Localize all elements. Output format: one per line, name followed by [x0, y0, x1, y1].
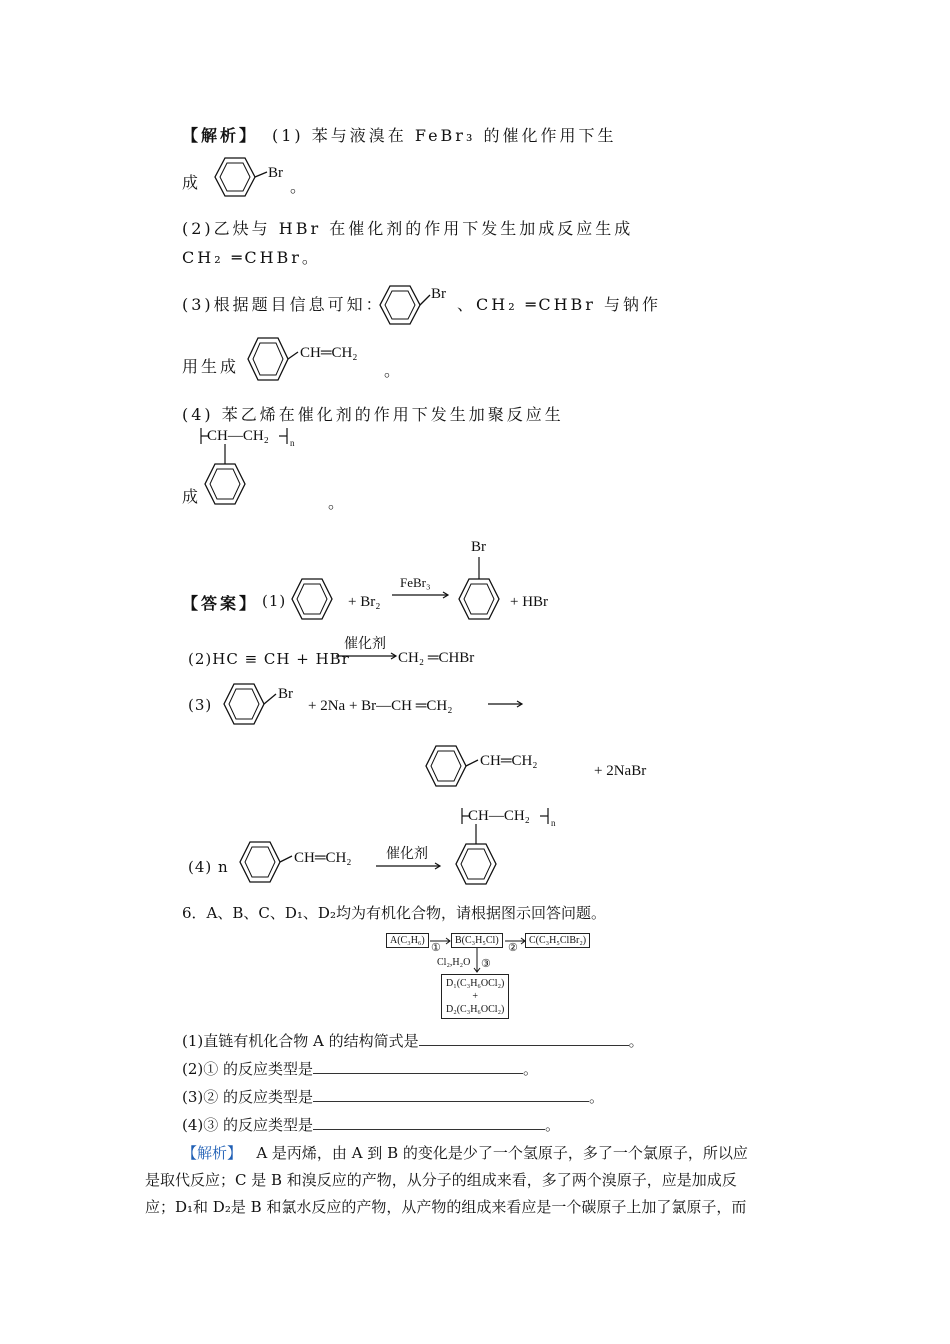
svg-text:n: n — [290, 438, 295, 448]
answer-3-reactants — [218, 676, 538, 740]
analysis-p1-cont: 成 — [182, 173, 202, 192]
node-d-plus: + — [472, 991, 479, 1002]
step-2-label: ② — [508, 941, 518, 954]
analysis-6-line1: 【解析】 A 是丙烯，由 A 到 B 的变化是少了一个氢原子，多了一个氯原子，所以应 — [182, 1144, 748, 1162]
analysis-6-label: 【解析】 — [182, 1144, 243, 1162]
analysis-p4: (4) 苯乙烯在催化剂的作用下发生加聚反应生 — [182, 405, 564, 424]
question-6-stem: 6．A、B、C、D₁、D₂均为有机化合物，请根据图示回答问题。 — [182, 904, 606, 922]
answer-blank-3[interactable] — [313, 1087, 589, 1102]
analysis-6-line3: 应；D₁和 D₂是 B 和氯水反应的产物，从产物的组成来看应是一个碳原子上加了氯原子，而 — [145, 1198, 747, 1216]
analysis-p1-end: 。 — [290, 177, 310, 196]
svg-text:FeBr₃: FeBr₃ — [400, 575, 431, 590]
answer-1-equation — [288, 535, 568, 625]
svg-text:+ Br₂: + Br₂ — [348, 594, 381, 610]
analysis-p3-mid: 、CH₂ ═CHBr 与钠作 — [457, 295, 662, 314]
answer-3-products — [418, 740, 647, 800]
node-d — [441, 974, 509, 1019]
svg-text:CH═CH₂: CH═CH₂ — [300, 345, 358, 361]
node-a: A(C₃H₆) — [386, 933, 429, 948]
reagent-3-label: Cl₂,H₂O — [437, 957, 471, 968]
analysis-p3-end: 。 — [384, 361, 404, 380]
question-6-3-text: (3)② 的反应类型是 — [182, 1088, 314, 1106]
node-d1: D₁(C₃H₆OCl₂) — [446, 978, 505, 989]
answer-blank-2[interactable] — [313, 1059, 523, 1074]
answer-1-num: (1) — [262, 592, 287, 610]
svg-text:+ HBr: + HBr — [510, 594, 549, 610]
svg-text:+ 2NaBr: + 2NaBr — [594, 763, 647, 779]
svg-text:CH—CH₂: CH—CH₂ — [207, 428, 269, 444]
step-3-label: ③ — [481, 957, 491, 970]
analysis-p4-cont: 成 — [182, 487, 202, 506]
svg-text:Br: Br — [471, 539, 486, 555]
bromobenzene-structure-2 — [370, 278, 460, 338]
node-c: C(C₃H₅ClBr₂) — [525, 933, 590, 948]
answer-4-num: (4) n — [188, 858, 229, 876]
node-b: B(C₃H₅Cl) — [451, 933, 503, 948]
question-6-1-text: (1)直链有机化合物 A 的结构简式是 — [182, 1032, 419, 1050]
svg-text:n: n — [551, 818, 556, 828]
question-6-2-text: (2)① 的反应类型是 — [182, 1060, 314, 1078]
svg-text:催化剂: 催化剂 — [386, 847, 428, 862]
br-label: Br — [268, 165, 283, 181]
svg-text:CH═CH₂: CH═CH₂ — [480, 753, 538, 769]
question-6-2: (2)① 的反应类型是 。 — [182, 1060, 539, 1078]
node-d2: D₂(C₃H₆OCl₂) — [446, 1004, 505, 1015]
answer-2-arrow — [336, 632, 506, 672]
analysis-label: 【解析】 — [182, 126, 259, 145]
analysis-6-line2: 是取代反应；C 是 B 和溴反应的产物，从分子的组成来看，多了两个溴原子，应是加成反 — [145, 1171, 737, 1189]
svg-text:CH—CH₂: CH—CH₂ — [468, 808, 530, 824]
bromobenzene-structure — [205, 150, 295, 210]
answer-blank-1[interactable] — [419, 1031, 629, 1046]
svg-text:CH₂ ═CHBr: CH₂ ═CHBr — [398, 650, 475, 666]
analysis-p3: (3)根据题目信息可知： — [182, 295, 385, 314]
answer-3-num: (3) — [188, 696, 213, 714]
analysis-p4-end: 。 — [328, 493, 348, 512]
analysis-p2-line2: CH₂ ═CHBr。 — [182, 248, 321, 267]
answer-blank-4[interactable] — [313, 1115, 545, 1130]
svg-text:CH═CH₂: CH═CH₂ — [294, 850, 352, 866]
svg-text:Br: Br — [278, 686, 293, 702]
answer-4-equation — [234, 800, 574, 896]
answer-label: 【答案】 — [182, 594, 259, 613]
question-6-1: (1)直链有机化合物 A 的结构简式是 。 — [182, 1032, 644, 1050]
polystyrene-structure — [195, 420, 335, 520]
styrene-structure — [238, 330, 388, 390]
question-6-4-text: (4)③ 的反应类型是 — [182, 1116, 314, 1134]
analysis-p3-cont: 用生成 — [182, 357, 240, 376]
answer-2: (2)HC ≡ CH + HBr — [188, 650, 350, 668]
analysis-p2: (2)乙炔与 HBr 在催化剂的作用下发生加成反应生成 — [182, 219, 634, 238]
step-1-label: ① — [431, 941, 441, 954]
question-6-4: (4)③ 的反应类型是 。 — [182, 1116, 561, 1134]
svg-text:催化剂: 催化剂 — [344, 637, 386, 652]
question-6-3: (3)② 的反应类型是 。 — [182, 1088, 605, 1106]
analysis-p1: (1) 苯与液溴在 FeBr₃ 的催化作用下生 — [272, 126, 617, 145]
svg-text:Br: Br — [431, 286, 446, 302]
svg-text:+ 2Na + Br—CH ═CH₂: + 2Na + Br—CH ═CH₂ — [308, 698, 453, 714]
